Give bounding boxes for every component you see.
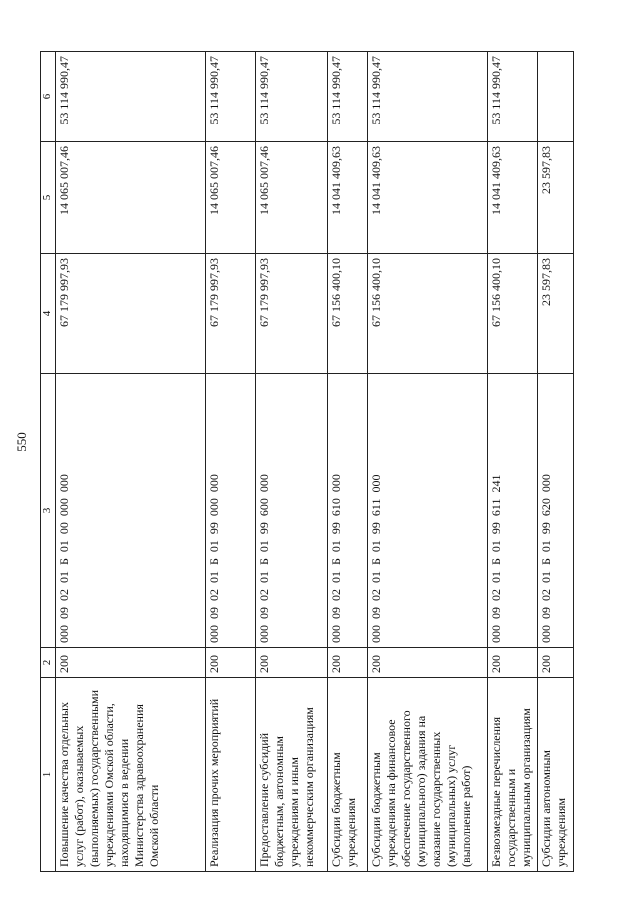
row-c6 [537,52,573,142]
code-part: 09 [56,607,71,619]
code-part: 000 [368,625,383,643]
row-c6: 53 114 990,47 [205,52,255,142]
code-part: 01 [256,540,271,553]
row-c4: 67 179 997,93 [255,254,327,374]
row-c6: 53 114 990,47 [367,52,487,142]
code-part: 610 [328,498,343,517]
code-part: 99 [256,522,271,535]
code-part: Б [256,558,271,565]
budget-table [40,51,574,872]
header-col-1: 1 [41,678,56,872]
row-c4: 67 156 400,10 [367,254,487,374]
code-part: 000 [206,625,221,643]
code-part: 99 [328,522,343,535]
code-part: 99 [538,522,553,535]
row-c2: 200 [205,648,255,678]
code-part: 000 [56,625,71,643]
code-part: 02 [206,589,221,601]
code-part: 01 [328,540,343,553]
row-c2: 200 [55,648,205,678]
code-part: Б [368,558,383,565]
header-col-6: 6 [41,52,56,142]
code-part: Б [56,558,71,565]
page-number: 550 [14,432,29,452]
code-part: 09 [256,607,271,619]
row-c2: 200 [367,648,487,678]
row-name: Реализация прочих мероприятий [205,678,255,872]
row-name: Предоставление субсидий бюджетным, автономным учреждениям и иным некоммерческим организациям [255,678,327,872]
row-c6: 53 114 990,47 [55,52,205,142]
code-part: 000 [56,474,71,493]
row-c4: 67 179 997,93 [205,254,255,374]
row-code [327,374,367,648]
code-part: 99 [488,522,503,535]
row-c5: 14 065 007,46 [205,142,255,254]
row-code [487,374,537,648]
row-c5: 14 041 409,63 [487,142,537,254]
code-part: 09 [206,607,221,619]
table-row [55,52,205,872]
code-part: 000 [256,474,271,493]
row-c5: 14 041 409,63 [367,142,487,254]
code-part: 09 [328,607,343,619]
code-part: 02 [488,589,503,601]
row-code [255,374,327,648]
row-c4: 23 597,83 [537,254,573,374]
code-part: 611 [488,498,503,517]
code-part: 01 [368,571,383,583]
table-row [327,52,367,872]
row-name: Повышение качества отдельных услуг (работ), оказываемых (выполняемых) государственными учреждениями Омской области, находящимися в ведении Министерства здравоохранения Омской области [55,678,205,872]
code-part: 01 [206,571,221,583]
code-part: 000 [56,498,71,517]
row-c2: 200 [487,648,537,678]
row-code [367,374,487,648]
code-part: 02 [256,589,271,601]
code-part: Б [328,558,343,565]
code-part: 09 [488,607,503,619]
code-part: 01 [488,571,503,583]
code-part: 000 [328,625,343,643]
code-part: 01 [256,571,271,583]
code-part: 02 [368,589,383,601]
code-part: 241 [488,474,503,493]
code-part: 000 [538,625,553,643]
code-part: 02 [538,589,553,601]
code-part: 00 [56,522,71,535]
code-part: 01 [368,540,383,553]
header-col-5: 5 [41,142,56,254]
code-part: 000 [328,474,343,493]
code-part: 000 [256,625,271,643]
row-c5: 14 065 007,46 [255,142,327,254]
row-name: Субсидии бюджетным учреждениям [327,678,367,872]
code-part: 620 [538,498,553,517]
row-name: Субсидии бюджетным учреждениям на финансовое обеспечение государственного (муниципального) задания на оказание государственных (муниципальных) услуг (выполнение работ) [367,678,487,872]
row-c2: 200 [537,648,573,678]
row-c4: 67 156 400,10 [327,254,367,374]
row-name: Субсидии автономным учреждениям [537,678,573,872]
code-part: 000 [488,625,503,643]
row-c6: 53 114 990,47 [487,52,537,142]
code-part: 01 [538,571,553,583]
header-row [41,52,56,872]
row-c6: 53 114 990,47 [327,52,367,142]
table-row [537,52,573,872]
code-part: Б [538,558,553,565]
code-part: 01 [538,540,553,553]
row-c5: 14 041 409,63 [327,142,367,254]
code-part: 01 [56,540,71,553]
code-part: 000 [538,474,553,493]
code-part: 99 [206,522,221,535]
code-part: 02 [56,589,71,601]
code-part: 01 [328,571,343,583]
table-row [255,52,327,872]
code-part: Б [206,558,221,565]
code-part: 09 [538,607,553,619]
code-part: 000 [206,498,221,517]
table-row [487,52,537,872]
code-part: 01 [206,540,221,553]
row-code [55,374,205,648]
row-code [205,374,255,648]
code-part: 000 [206,474,221,493]
table-row [205,52,255,872]
code-part: 611 [368,498,383,517]
row-code [537,374,573,648]
code-part: 02 [328,589,343,601]
table-row [367,52,487,872]
header-col-2: 2 [41,648,56,678]
row-c4: 67 156 400,10 [487,254,537,374]
row-c2: 200 [255,648,327,678]
code-part: 000 [368,474,383,493]
header-col-4: 4 [41,254,56,374]
code-part: 09 [368,607,383,619]
row-c2: 200 [327,648,367,678]
row-c4: 67 179 997,93 [55,254,205,374]
code-part: 600 [256,498,271,517]
row-c5: 23 597,83 [537,142,573,254]
code-part: 99 [368,522,383,535]
code-part: 01 [56,571,71,583]
code-part: Б [488,558,503,565]
row-c5: 14 065 007,46 [55,142,205,254]
row-name: Безвозмездные перечисления государственным и муниципальным организациям [487,678,537,872]
rotated-table-container [40,52,600,872]
row-c6: 53 114 990,47 [255,52,327,142]
code-part: 01 [488,540,503,553]
header-col-3: 3 [41,374,56,648]
